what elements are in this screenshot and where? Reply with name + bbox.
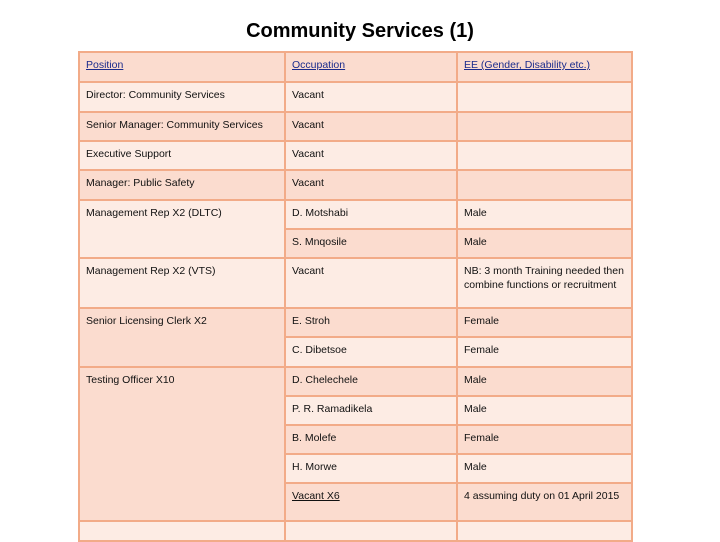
table-row [79,521,632,541]
ee-cell [457,112,632,141]
position-cell: Director: Community Services [79,82,285,112]
table-row [79,170,632,200]
position-column-header: Position [79,52,285,82]
ee-cell [457,82,632,112]
occupation-cell: P. R. Ramadikela [285,396,457,425]
ee-cell [457,141,632,170]
occupation-cell: Vacant [285,258,457,308]
occupation-cell: D. Chelechele [285,367,457,396]
ee-cell: 4 assuming duty on 01 April 2015 [457,483,632,521]
ee-cell: Male [457,454,632,483]
occupation-cell: B. Molefe [285,425,457,454]
occupation-cell: D. Motshabi [285,200,457,229]
position-cell: Senior Licensing Clerk X2 [79,308,285,367]
position-cell: Manager: Public Safety [79,170,285,200]
staffing-table [78,51,633,542]
table-row [79,200,632,229]
table-row [79,258,632,308]
ee-cell [457,521,632,541]
table-header-row [79,52,632,82]
position-cell: Management Rep X2 (VTS) [79,258,285,308]
ee-cell: Male [457,367,632,396]
position-cell: Testing Officer X10 [79,367,285,521]
occupation-cell: Vacant [285,141,457,170]
ee-cell [457,170,632,200]
position-cell: Executive Support [79,141,285,170]
occupation-cell: C. Dibetsoe [285,337,457,367]
occupation-cell: S. Mnqosile [285,229,457,258]
ee-cell: Female [457,425,632,454]
table-row [79,82,632,112]
occupation-cell [285,521,457,541]
page-title: Community Services (1) [246,20,474,42]
ee-cell: Male [457,200,632,229]
table-row [79,308,632,337]
position-cell: Senior Manager: Community Services [79,112,285,141]
ee-cell: Female [457,337,632,367]
ee-cell: Female [457,308,632,337]
ee-cell: NB: 3 month Training needed then combine functions or recruitment [457,258,632,308]
position-cell: Management Rep X2 (DLTC) [79,200,285,258]
ee-cell: Male [457,396,632,425]
ee-column-header: EE (Gender, Disability etc.) [457,52,632,82]
table-row [79,141,632,170]
table-row [79,112,632,141]
occupation-cell: Vacant [285,112,457,141]
occupation-column-header: Occupation [285,52,457,82]
vacant-x6-link[interactable]: Vacant X6 [285,483,457,521]
occupation-cell: H. Morwe [285,454,457,483]
position-cell [79,521,285,541]
table-row [79,367,632,396]
occupation-cell: E. Stroh [285,308,457,337]
occupation-cell: Vacant [285,82,457,112]
occupation-cell: Vacant [285,170,457,200]
ee-cell: Male [457,229,632,258]
